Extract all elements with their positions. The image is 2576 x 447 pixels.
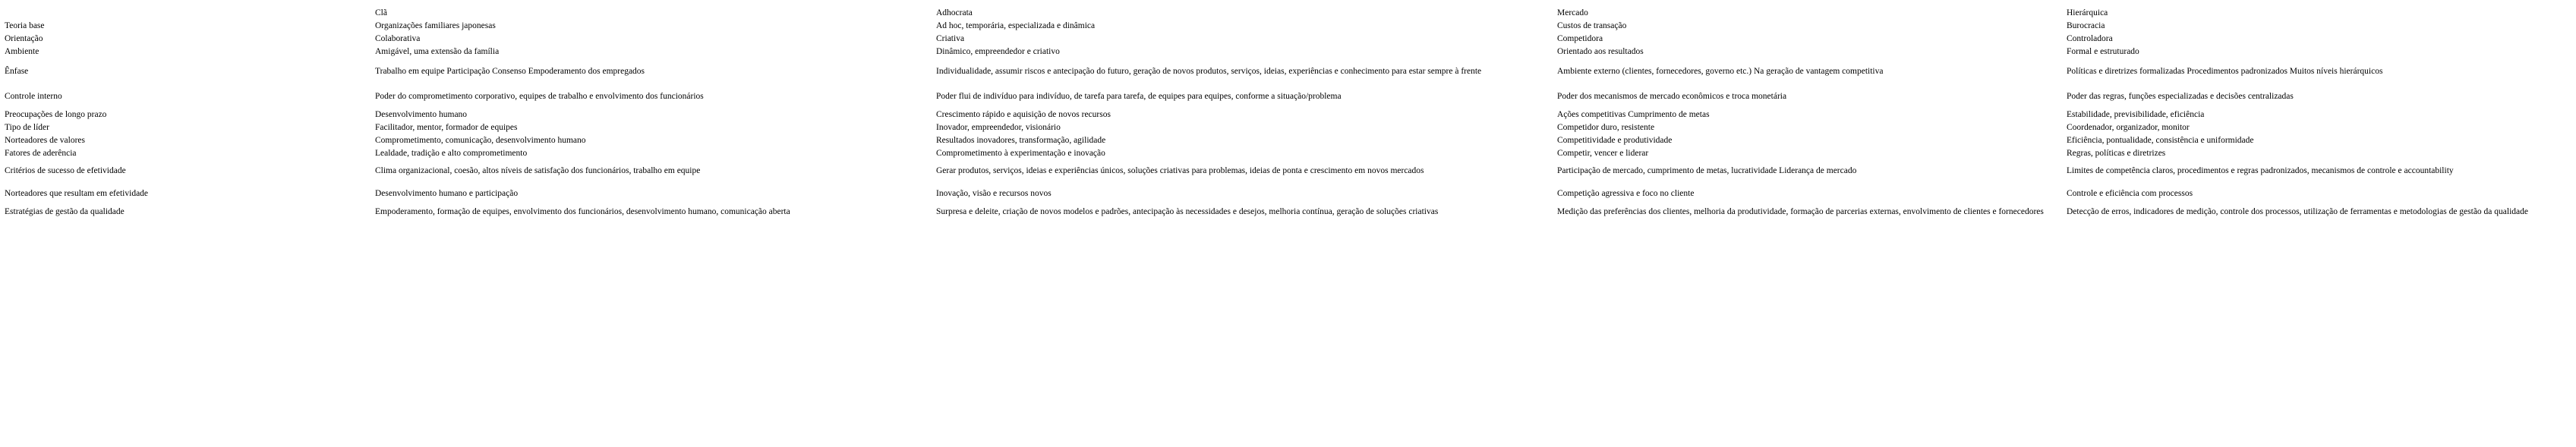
- header-adhocrata: Adhocrata: [936, 8, 973, 17]
- cell-mercado: Competidor duro, resistente: [1557, 122, 1655, 132]
- row-label: Controle interno: [5, 92, 62, 101]
- cell-cla: Trabalho em equipe Participação Consenso Empoderamento dos empregados: [375, 67, 645, 76]
- culture-types-table: [5, 6, 2571, 238]
- cell-adhocrata: Gerar produtos, serviços, ideias e experiências únicos, soluções criativas para problemas, ideias de ponta e crescimento em novos mercados: [936, 166, 1424, 175]
- cell-mercado: Poder dos mecanismos de mercado econômicos e troca monetária: [1557, 92, 1787, 101]
- cell-cla: Empoderamento, formação de equipes, envolvimento dos funcionários, desenvolvimento humano, comunicação aberta: [375, 207, 790, 216]
- row-label: Critérios de sucesso de efetividade: [5, 166, 126, 175]
- table-row: [5, 182, 2571, 205]
- cell-adhocrata: Surpresa e deleite, criação de novos modelos e padrões, antecipação às necessidades e desejos, melhoria contínua, geração de soluções criativas: [936, 207, 1439, 216]
- table-row: [5, 108, 2571, 121]
- cell-adhocrata: Inovador, empreendedor, visionário: [936, 122, 1061, 132]
- cell-mercado: Competição agressiva e foco no cliente: [1557, 189, 1695, 198]
- cell-cla: Poder do comprometimento corporativo, equipes de trabalho e envolvimento dos funcionários: [375, 92, 704, 101]
- header-row: [5, 6, 2571, 19]
- header-mercado: Mercado: [1557, 8, 1588, 17]
- cell-adhocrata: Crescimento rápido e aquisição de novos recursos: [936, 109, 1111, 119]
- cell-cla: Facilitador, mentor, formador de equipes: [375, 122, 518, 132]
- table-row: [5, 19, 2571, 32]
- table-row: [5, 205, 2571, 238]
- row-label: Estratégias de gestão da qualidade: [5, 207, 125, 216]
- table-row: [5, 45, 2571, 58]
- cell-hierarquica: Formal e estruturado: [2067, 46, 2139, 56]
- cell-adhocrata: Dinâmico, empreendedor e criativo: [936, 46, 1060, 56]
- cell-hierarquica: Coordenador, organizador, monitor: [2067, 122, 2190, 132]
- table-row: [5, 32, 2571, 45]
- row-label: Tipo de líder: [5, 122, 49, 132]
- row-label: Norteadores de valores: [5, 135, 86, 145]
- cell-adhocrata: Resultados inovadores, transformação, agilidade: [936, 135, 1106, 145]
- cell-cla: Desenvolvimento humano: [375, 109, 468, 119]
- cell-hierarquica: Poder das regras, funções especializadas e decisões centralizadas: [2067, 92, 2294, 101]
- cell-hierarquica: Controle e eficiência com processos: [2067, 189, 2193, 198]
- table-row: [5, 85, 2571, 108]
- cell-hierarquica: Detecção de erros, indicadores de medição, controle dos processos, utilização de ferramentas e metodologias de gestão da qualidade: [2067, 207, 2528, 216]
- cell-cla: Comprometimento, comunicação, desenvolvimento humano: [375, 135, 586, 145]
- row-label: Teoria base: [5, 20, 45, 30]
- cell-hierarquica: Políticas e diretrizes formalizadas Procedimentos padronizados Muitos níveis hierárquicos: [2067, 67, 2383, 76]
- cell-mercado: Competidora: [1557, 33, 1603, 43]
- cell-adhocrata: Comprometimento à experimentação e inovação: [936, 148, 1105, 158]
- cell-cla: Organizações familiares japonesas: [375, 20, 496, 30]
- cell-adhocrata: Criativa: [936, 33, 965, 43]
- cell-cla: Colaborativa: [375, 33, 421, 43]
- cell-hierarquica: Controladora: [2067, 33, 2113, 43]
- header-empty: [5, 6, 375, 19]
- cell-hierarquica: Limites de competência claros, procedimentos e regras padronizados, mecanismos de controle e accountability: [2067, 166, 2454, 175]
- cell-mercado: Medição das preferências dos clientes, melhoria da produtividade, formação de parcerias externas, envolvimento de clientes e fornecedores: [1557, 207, 2044, 216]
- cell-mercado: Ambiente externo (clientes, fornecedores, governo etc.) Na geração de vantagem competitiva: [1557, 67, 1884, 76]
- row-label: Ênfase: [5, 67, 29, 76]
- cell-hierarquica: Regras, políticas e diretrizes: [2067, 148, 2166, 158]
- row-label: Preocupações de longo prazo: [5, 109, 107, 119]
- row-label: Fatores de aderência: [5, 148, 77, 158]
- cell-adhocrata: Poder flui de indivíduo para indivíduo, de tarefa para tarefa, de equipes para equipes, conforme a situação/problema: [936, 92, 1342, 101]
- cell-adhocrata: Inovação, visão e recursos novos: [936, 189, 1052, 198]
- cell-mercado: Participação de mercado, cumprimento de metas, lucratividade Liderança de mercado: [1557, 166, 1857, 175]
- header-cla: Clã: [375, 8, 387, 17]
- row-label: Ambiente: [5, 46, 39, 56]
- row-label: Orientação: [5, 33, 43, 43]
- table-row: [5, 121, 2571, 134]
- cell-hierarquica: Estabilidade, previsibilidade, eficiência: [2067, 109, 2205, 119]
- cell-mercado: Competitividade e produtividade: [1557, 135, 1673, 145]
- row-label: Norteadores que resultam em efetividade: [5, 189, 149, 198]
- table-row: [5, 146, 2571, 159]
- table-row: [5, 134, 2571, 146]
- header-hierarquica: Hierárquica: [2067, 8, 2108, 17]
- table-row: [5, 58, 2571, 85]
- cell-hierarquica: Eficiência, pontualidade, consistência e uniformidade: [2067, 135, 2254, 145]
- cell-adhocrata: Ad hoc, temporária, especializada e dinâmica: [936, 20, 1096, 30]
- cell-cla: Clima organizacional, coesão, altos níveis de satisfação dos funcionários, trabalho em equipe: [375, 166, 701, 175]
- cell-cla: Desenvolvimento humano e participação: [375, 189, 519, 198]
- cell-cla: Amigável, uma extensão da família: [375, 46, 500, 56]
- cell-mercado: Custos de transação: [1557, 20, 1627, 30]
- cell-mercado: Orientado aos resultados: [1557, 46, 1644, 56]
- cell-cla: Lealdade, tradição e alto comprometimento: [375, 148, 528, 158]
- cell-adhocrata: Individualidade, assumir riscos e antecipação do futuro, geração de novos produtos, serviços, ideias, experiências e conhecimento para estar sempre à frente: [936, 67, 1482, 76]
- cell-mercado: Competir, vencer e liderar: [1557, 148, 1649, 158]
- cell-mercado: Ações competitivas Cumprimento de metas: [1557, 109, 1710, 119]
- table-row: [5, 159, 2571, 182]
- cell-hierarquica: Burocracia: [2067, 20, 2105, 30]
